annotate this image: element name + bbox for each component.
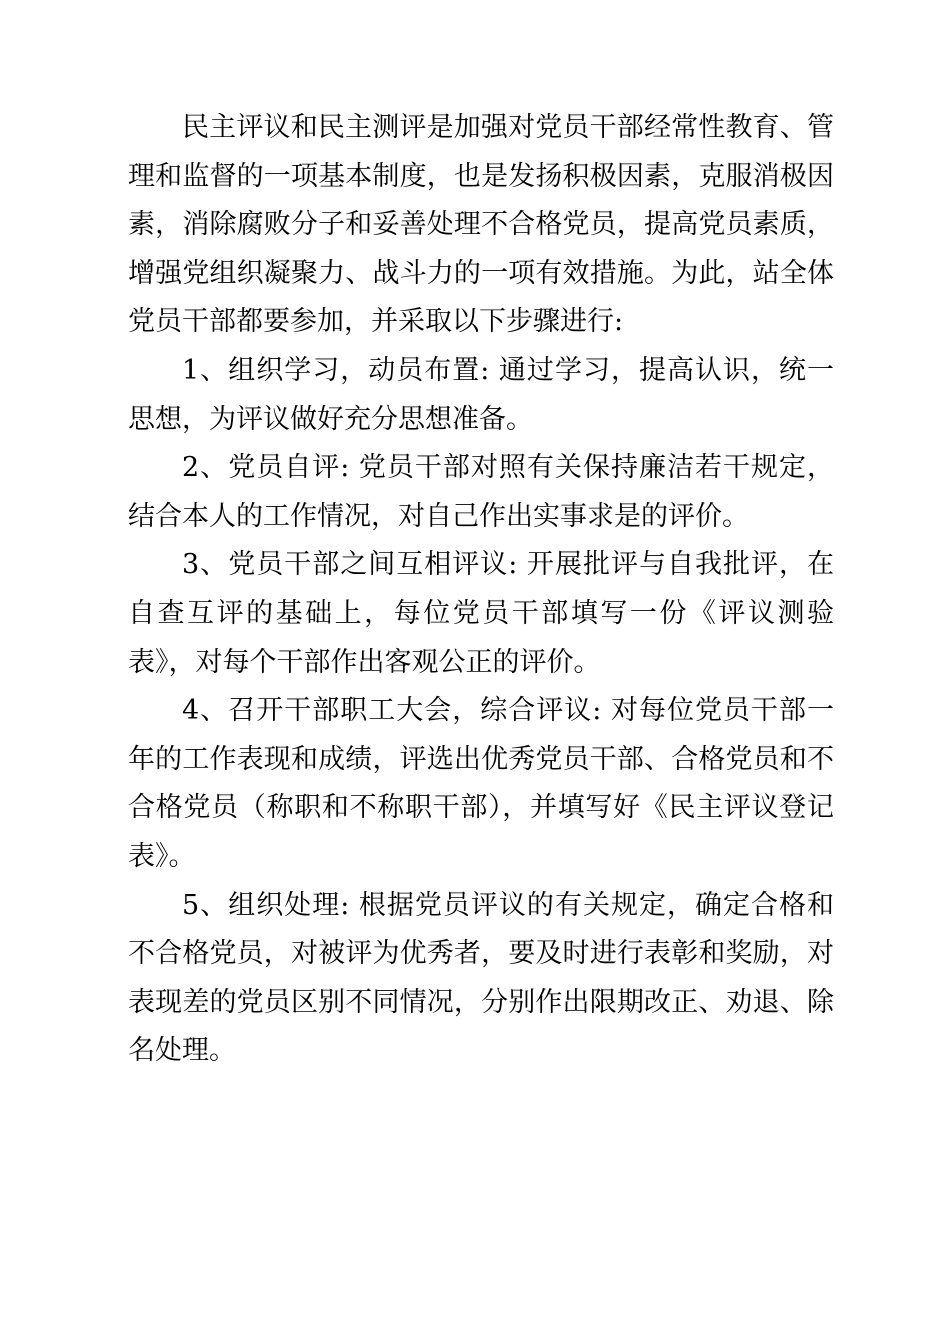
paragraph-step-1: 1、组织学习，动员布置: 通过学习，提高认识，统一思想，为评议做好充分思想准备。 [128, 354, 834, 435]
document-body [128, 104, 834, 1076]
paragraph-step-4: 4、召开干部职工大会，综合评议: 对每位党员干部一年的工作表现和成绩，评选出优秀党员干部、合格党员和不合格党员（称职和不称职干部），并填写好《民主评议登记表》。 [128, 695, 834, 872]
paragraph-step-3: 3、党员干部之间互相评议: 开展批评与自我批评，在自查互评的基础上，每位党员干部填写一份《评议测验表》，对每个干部作出客观公正的评价。 [128, 549, 834, 678]
paragraph-step-5: 5、组织处理: 根据党员评议的有关规定，确定合格和不合格党员，对被评为优秀者，要及时进行表彰和奖励，对表现差的党员区别不同情况，分别作出限期改正、劝退、除名处理。 [128, 889, 834, 1067]
paragraph-step-2: 2、党员自评: 党员干部对照有关保持廉洁若干规定，结合本人的工作情况，对自己作出实事求是的评价。 [128, 452, 834, 532]
paragraph-intro: 民主评议和民主测评是加强对党员干部经常性教育、管理和监督的一项基本制度，也是发扬积极因素，克服消极因素，消除腐败分子和妥善处理不合格党员，提高党员素质，增强党组织凝聚力、战斗力的一项有效措施。为此，站全体党员干部都要参加，并采取以下步骤进行: [128, 112, 834, 338]
